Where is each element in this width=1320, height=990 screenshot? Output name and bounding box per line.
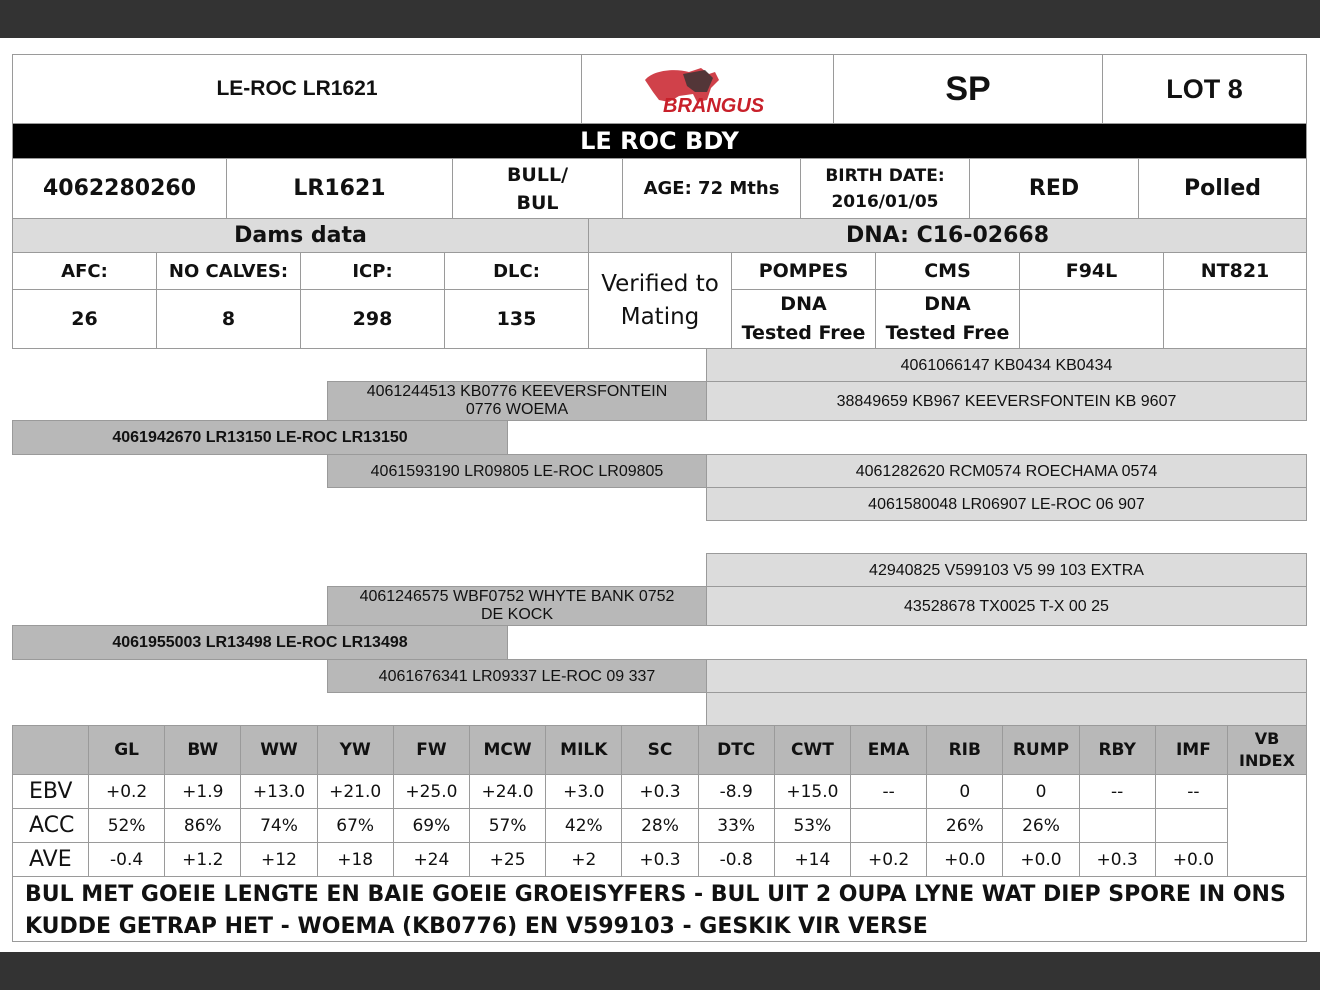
ebv-cell-ebv-imf: --: [1155, 774, 1232, 809]
pedigree-dam-dam: 4061676341 LR09337 LE-ROC 09 337: [327, 659, 707, 693]
dna-result-line1: DNA: [924, 293, 971, 315]
ebv-cell-ave-ema: +0.2: [850, 842, 927, 877]
pedigree-sire-dam: 4061593190 LR09805 LE-ROC LR09805: [327, 454, 707, 488]
ebv-cell-ave-rib: +0.0: [926, 842, 1003, 877]
vb-index-value: [1227, 774, 1307, 877]
birth-date: [800, 158, 970, 219]
ebv-cell-ebv-bw: +1.9: [164, 774, 241, 809]
animal-name: LE-ROC LR1621: [12, 54, 582, 124]
pedigree-ds-sire: 42940825 V599103 V5 99 103 EXTRA: [706, 553, 1307, 587]
animal-id: LR1621: [226, 158, 453, 219]
pedigree-ss-dam: 38849659 KB967 KEEVERSFONTEIN KB 9607: [706, 381, 1307, 421]
birth-date-label: BIRTH DATE:: [825, 165, 945, 186]
dams-value-dlc: 135: [444, 289, 589, 349]
dams-label-dlc: DLC:: [444, 252, 589, 290]
ebv-cell-ave-rby: +0.3: [1079, 842, 1156, 877]
ebv-cell-ave-rump: +0.0: [1002, 842, 1079, 877]
ebv-cell-acc-ema: [850, 808, 927, 843]
ebv-cell-acc-fw: 69%: [393, 808, 470, 843]
dams-label-afc: AFC:: [12, 252, 157, 290]
ebv-header-mcw: MCW: [469, 725, 546, 775]
dams-label-calves: NO CALVES:: [156, 252, 301, 290]
ebv-cell-acc-cwt: 53%: [774, 808, 851, 843]
dna-test-pompes: POMPES: [731, 252, 876, 290]
ebv-cell-acc-rby: [1079, 808, 1156, 843]
ebv-cell-ave-dtc: -0.8: [698, 842, 775, 877]
ebv-cell-ave-mcw: +25: [469, 842, 546, 877]
dna-result-nt821: [1163, 289, 1307, 349]
ebv-header-yw: YW: [317, 725, 394, 775]
comment: BUL MET GOEIE LENGTE EN BAIE GOEIE GROEISYFERS - BUL UIT 2 OUPA LYNE WAT DIEP SPORE IN ONS KUDDE GETRAP HET - WOEMA (KB0776) EN V599103 - GESKIK VIR VERSE: [12, 876, 1307, 942]
logo-text: BRANGUS: [662, 95, 764, 116]
ebv-cell-acc-milk: 42%: [545, 808, 622, 843]
vb-index-line1: VB: [1254, 729, 1280, 748]
dams-value-icp: 298: [300, 289, 445, 349]
ebv-cell-acc-ww: 74%: [240, 808, 317, 843]
ebv-cell-acc-sc: 28%: [621, 808, 698, 843]
dna-result-f94l: [1019, 289, 1164, 349]
ebv-header-sc: SC: [621, 725, 698, 775]
ebv-cell-ave-bw: +1.2: [164, 842, 241, 877]
lot-number: LOT 8: [1102, 54, 1307, 124]
pedigree-ds-dam: 43528678 TX0025 T-X 00 25: [706, 586, 1307, 626]
ebv-cell-acc-rib: 26%: [926, 808, 1003, 843]
dna-result-cms: [875, 289, 1020, 349]
ebv-cell-ave-ww: +12: [240, 842, 317, 877]
dna-result-pompes: [731, 289, 876, 349]
ebv-header-dtc: DTC: [698, 725, 775, 775]
ebv-cell-ebv-gl: +0.2: [88, 774, 165, 809]
ebv-corner: [12, 725, 89, 775]
ebv-cell-ebv-cwt: +15.0: [774, 774, 851, 809]
dna-result-line2: Tested Free: [885, 322, 1010, 344]
ebv-row-label-ave: AVE: [12, 842, 89, 877]
verified-to-mating: Verified to Mating: [588, 252, 732, 349]
sex-line2: BUL: [516, 191, 559, 214]
dna-result-line2: Tested Free: [741, 322, 866, 344]
birth-date-value: 2016/01/05: [831, 191, 939, 212]
dna-heading: DNA: C16-02668: [588, 218, 1307, 253]
dna-result-line1: DNA: [780, 293, 827, 315]
pedigree-sire: 4061942670 LR13150 LE-ROC LR13150: [12, 420, 508, 455]
pedigree-dam: 4061955003 LR13498 LE-ROC LR13498: [12, 625, 508, 660]
ebv-cell-ave-imf: +0.0: [1155, 842, 1232, 877]
ebv-header-gl: GL: [88, 725, 165, 775]
dams-value-calves: 8: [156, 289, 301, 349]
grade: SP: [833, 54, 1103, 124]
ebv-cell-ebv-dtc: -8.9: [698, 774, 775, 809]
ebv-row-label-acc: ACC: [12, 808, 89, 843]
top-bar: [0, 0, 1320, 38]
ebv-header-rump: RUMP: [1002, 725, 1079, 775]
ebv-header-rby: RBY: [1079, 725, 1156, 775]
dna-test-nt821: NT821: [1163, 252, 1307, 290]
brangus-logo: [581, 54, 834, 124]
ebv-cell-ave-milk: +2: [545, 842, 622, 877]
dams-heading: Dams data: [12, 218, 589, 253]
dna-test-f94l: F94L: [1019, 252, 1164, 290]
ebv-cell-ave-sc: +0.3: [621, 842, 698, 877]
ebv-cell-ave-fw: +24: [393, 842, 470, 877]
ebv-header-ww: WW: [240, 725, 317, 775]
pedigree-sire-sire: 4061244513 KB0776 KEEVERSFONTEIN 0776 WOEMA: [327, 381, 707, 421]
ebv-header-fw: FW: [393, 725, 470, 775]
ebv-cell-ebv-mcw: +24.0: [469, 774, 546, 809]
ebv-row-label-ebv: EBV: [12, 774, 89, 809]
ebv-cell-ebv-rump: 0: [1002, 774, 1079, 809]
ebv-cell-acc-gl: 52%: [88, 808, 165, 843]
ebv-cell-ave-cwt: +14: [774, 842, 851, 877]
ebv-cell-acc-rump: 26%: [1002, 808, 1079, 843]
ebv-header-ema: EMA: [850, 725, 927, 775]
ebv-cell-acc-mcw: 57%: [469, 808, 546, 843]
bottom-bar: [0, 952, 1320, 990]
sex-line1: BULL/: [506, 163, 569, 186]
ebv-cell-ebv-ww: +13.0: [240, 774, 317, 809]
ebv-cell-ebv-sc: +0.3: [621, 774, 698, 809]
dams-label-icp: ICP:: [300, 252, 445, 290]
pedigree-sd-sire: 4061282620 RCM0574 ROECHAMA 0574: [706, 454, 1307, 488]
ebv-header-rib: RIB: [926, 725, 1003, 775]
pedigree-dd-dam: [706, 692, 1307, 726]
ebv-cell-ave-yw: +18: [317, 842, 394, 877]
sex: [452, 158, 623, 219]
ebv-cell-ave-gl: -0.4: [88, 842, 165, 877]
ebv-cell-acc-yw: 67%: [317, 808, 394, 843]
horn-status: Polled: [1138, 158, 1307, 219]
ebv-header-imf: IMF: [1155, 725, 1232, 775]
ebv-cell-ebv-milk: +3.0: [545, 774, 622, 809]
pedigree-sd-dam: 4061580048 LR06907 LE-ROC 06 907: [706, 487, 1307, 521]
ebv-cell-ebv-rby: --: [1079, 774, 1156, 809]
ebv-cell-ebv-ema: --: [850, 774, 927, 809]
ebv-cell-ebv-rib: 0: [926, 774, 1003, 809]
pedigree-dam-sire: 4061246575 WBF0752 WHYTE BANK 0752 DE KOCK: [327, 586, 707, 626]
dams-value-afc: 26: [12, 289, 157, 349]
vb-index-line2: INDEX: [1239, 751, 1295, 770]
pedigree-ss-sire: 4061066147 KB0434 KB0434: [706, 348, 1307, 382]
ebv-header-vb-index: [1227, 725, 1307, 775]
colour: RED: [969, 158, 1139, 219]
dna-test-cms: CMS: [875, 252, 1020, 290]
registration-number: 4062280260: [12, 158, 227, 219]
bull-logo-icon: [623, 62, 793, 116]
ebv-cell-acc-dtc: 33%: [698, 808, 775, 843]
ebv-cell-ebv-fw: +25.0: [393, 774, 470, 809]
ebv-cell-acc-bw: 86%: [164, 808, 241, 843]
bull-title: LE ROC BDY: [12, 123, 1307, 159]
ebv-cell-ebv-yw: +21.0: [317, 774, 394, 809]
ebv-cell-acc-imf: [1155, 808, 1232, 843]
age: AGE: 72 Mths: [622, 158, 801, 219]
ebv-header-milk: MILK: [545, 725, 622, 775]
pedigree-dd-sire: [706, 659, 1307, 693]
ebv-header-bw: BW: [164, 725, 241, 775]
ebv-header-cwt: CWT: [774, 725, 851, 775]
